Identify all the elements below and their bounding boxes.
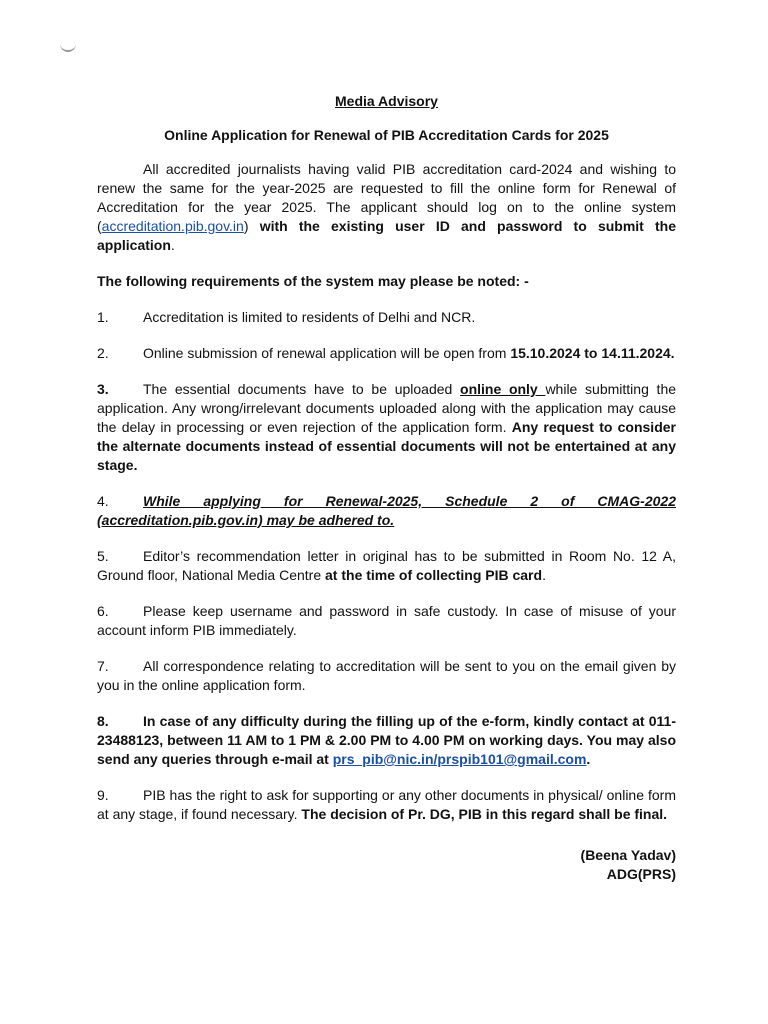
item-bold-text: Any request to consider the alternate documents instead of essential documents will not be entertained at any stage. [97,419,676,473]
accreditation-link[interactable]: accreditation.pib.gov.in [101,218,244,234]
item-number: 6. [97,603,109,619]
item-bold-text: The decision of Pr. DG, PIB in this regard shall be final. [301,806,668,822]
list-item [97,308,676,327]
intro-bold-text: with the existing user ID and password to submit the application [97,218,676,253]
item-bold-italic-text: While applying for Renewal-2025, Schedule 2 of CMAG-2022 (accreditation.pib.gov.in) may be adhered to. [97,493,676,528]
item-number: 2. [97,345,109,361]
item-text: The essential documents have to be uploaded [143,381,461,397]
item-bold-dates: 15.10.2024 to 14.11.2024. [510,345,675,361]
intro-paragraph [97,160,676,255]
item-text: In case of any difficulty during the filling up of the e-form, kindly contact at 011-23488123, between 11 AM to 1 PM & 2.00 PM to 4.00 PM on working days. You may also send any queries through e-mail at [97,713,676,767]
item-number: 5. [97,548,109,564]
item-number: 3. [97,381,109,397]
item-bold-text: at the time of collecting PIB card [325,567,543,583]
signatory-name: (Beena Yadav) [580,847,676,863]
document-subtitle: Online Application for Renewal of PIB Accreditation Cards for 2025 [164,127,609,143]
item-text: Online submission of renewal application will be open from [143,345,511,361]
item-text: All correspondence relating to accreditation will be sent to you on the email given by you in the online application form. [97,658,676,693]
item-number: 8. [97,713,109,729]
signatory-designation: ADG(PRS) [606,866,676,882]
document-title: Media Advisory [335,93,438,109]
intro-end: . [170,237,175,253]
item-number: 1. [97,309,109,325]
item-number: 7. [97,658,109,674]
scan-artifact-mark [60,40,76,52]
requirements-heading: The following requirements of the system may please be noted: - [97,273,529,289]
item-text: Accreditation is limited to residents of Delhi and NCR. [143,309,476,325]
item-number: 4. [97,493,109,509]
item-end: . [542,567,546,583]
item-end: . [586,751,591,767]
list-item [97,712,676,769]
list-item [97,786,676,824]
item-number: 9. [97,787,109,803]
item-text: Please keep username and password in safe custody. In case of misuse of your account inform PIB immediately. [97,603,676,638]
item-text-2: while submitting the application. Any wrong/irrelevant documents uploaded along with the application may cause the delay in processing or even rejection of the application form. [97,381,677,435]
list-item [97,380,676,475]
list-item [97,547,676,585]
media-advisory-document [97,92,676,884]
item-underlined-text: online only [460,381,546,397]
intro-text: All accredited journalists having valid PIB accreditation card-2024 and wishing to renew the same for the year-2025 are requested to fill the online form for Renewal of Accreditation for the year 2025. The applicant should log on to the online system ( [97,161,676,234]
item-text: PIB has the right to ask for supporting or any other documents in physical/ online form at any stage, if found necessary. [97,787,676,822]
list-item [97,657,676,695]
intro-text-2: ) [243,218,260,234]
signature-block [97,846,676,884]
list-item [97,344,676,363]
list-item [97,602,676,640]
item-text: Editor’s recommendation letter in original has to be submitted in Room No. 12 A, Ground floor, National Media Centre [97,548,676,583]
list-item [97,492,676,530]
contact-email-link[interactable]: prs_pib@nic.in/prspib101@gmail.com [332,751,587,767]
